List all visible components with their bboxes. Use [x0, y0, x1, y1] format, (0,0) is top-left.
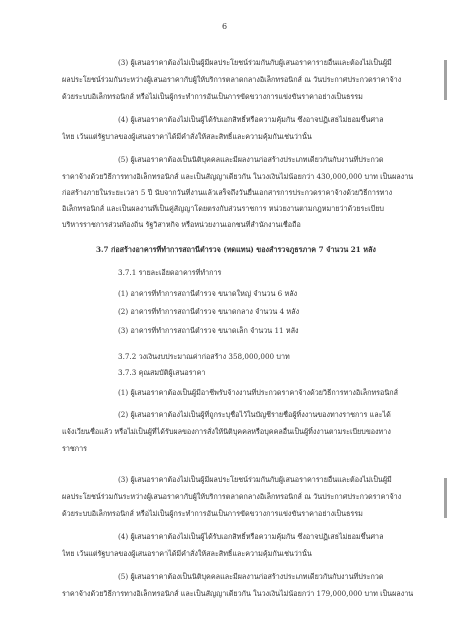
body-line: ไทย เว้นแต่รัฐบาลของผู้เสนอราคาได้มีคำสั่งให้สละสิทธิ์และความคุ้มกันเช่นว่านั้น — [62, 549, 312, 558]
list-item: (2) อาคารที่ทำการสถานีตำรวจ ขนาดกลาง จำนวน 4 หลัง — [118, 307, 300, 316]
list-item: (1) อาคารที่ทำการสถานีตำรวจ ขนาดใหญ่ จำนวน 6 หลัง — [118, 289, 298, 298]
body-line: ราคาจ้างด้วยวิธีการทางอิเล็กทรอนิกส์ และเป็นสัญญาเดียวกัน ในวงเงินไม่น้อยกว่า 430,000,000 บาท เป็นผลงาน — [62, 172, 414, 181]
body-line: ด้วยระบบอิเล็กทรอนิกส์ หรือไม่เป็นผู้กระทำการอันเป็นการขัดขวางการแข่งขันราคาอย่างเป็นธรรม — [62, 92, 363, 101]
list-item: (3) อาคารที่ทำการสถานีตำรวจ ขนาดเล็ก จำนวน 11 หลัง — [118, 326, 299, 335]
body-line: ราคาจ้างด้วยวิธีการทางอิเล็กทรอนิกส์ และเป็นสัญญาเดียวกัน ในวงเงินไม่น้อยกว่า 179,000,000 บาท เป็นผลงาน — [62, 589, 414, 598]
body-line: ผลประโยชน์ร่วมกันระหว่างผู้เสนอราคากับผู้ให้บริการตลาดกลางอิเล็กทรอนิกส์ ณ วันประกาศประกวดราคาจ้าง — [62, 492, 402, 501]
body-line: (4) ผู้เสนอราคาต้องไม่เป็นผู้ได้รับเอกสิทธิ์หรือความคุ้มกัน ซึ่งอาจปฏิเสธไม่ยอมขึ้นศาล — [118, 532, 384, 541]
scan-edge-mark — [444, 60, 447, 100]
body-line: บริหารราชการส่วนท้องถิ่น รัฐวิสาหกิจ หรือหน่วยงานเอกชนที่สำนักงานเชื่อถือ — [62, 220, 301, 229]
body-line: (4) ผู้เสนอราคาต้องไม่เป็นผู้ได้รับเอกสิทธิ์หรือความคุ้มกัน ซึ่งอาจปฏิเสธไม่ยอมขึ้นศาล — [118, 115, 384, 124]
body-line: (5) ผู้เสนอราคาต้องเป็นนิติบุคคลและมีผลงานก่อสร้างประเภทเดียวกันกับงานที่ประกวด — [118, 155, 384, 164]
body-line: ด้วยระบบอิเล็กทรอนิกส์ หรือไม่เป็นผู้กระทำการอันเป็นการขัดขวางการแข่งขันราคาอย่างเป็นธรรม — [62, 509, 363, 518]
body-line: (3) ผู้เสนอราคาต้องไม่เป็นผู้มีผลประโยชน์ร่วมกันกับผู้เสนอราคารายอื่นและต้องไม่เป็นผู้มี — [118, 475, 392, 484]
subsection-heading: 3.7.3 คุณสมบัติผู้เสนอราคา — [118, 368, 206, 377]
scan-edge-mark — [444, 478, 447, 518]
body-line: ไทย เว้นแต่รัฐบาลของผู้เสนอราคาได้มีคำสั่งให้สละสิทธิ์และความคุ้มกันเช่นว่านั้น — [62, 132, 312, 141]
body-line: (2) ผู้เสนอราคาต้องไม่เป็นผู้ที่ถูกระบุชื่อไว้ในบัญชีรายชื่อผู้ทิ้งงานของทางราชการ และได้ — [118, 410, 391, 419]
section-heading: 3.7 ก่อสร้างอาคารที่ทำการสถานีตำรวจ (ทดแทน) ของสำรวจภูธรภาค 7 จำนวน 21 หลัง — [96, 245, 376, 254]
body-line: อิเล็กทรอนิกส์ และเป็นผลงานที่เป็นคู่สัญญาโดยตรงกับส่วนราชการ หน่วยงานตามกฎหมายว่าด้วยระเบียบ — [62, 204, 384, 213]
body-line: (3) ผู้เสนอราคาต้องไม่เป็นผู้มีผลประโยชน์ร่วมกันกับผู้เสนอราคารายอื่นและต้องไม่เป็นผู้มี — [118, 58, 392, 67]
body-line: (5) ผู้เสนอราคาต้องเป็นนิติบุคคลและมีผลงานก่อสร้างประเภทเดียวกันกับงานที่ประกวด — [118, 572, 384, 581]
page-number: 6 — [222, 22, 228, 31]
subsection-heading: 3.7.1 รายละเอียดอาคารที่ทำการ — [118, 268, 222, 277]
body-line: ราชการ — [62, 444, 88, 453]
body-line: แจ้งเวียนชื่อแล้ว หรือไม่เป็นผู้ที่ได้รับผลของการสั่งให้นิติบุคคลหรือบุคคลอื่นเป็นผู้ทิ้งงานตามระเบียบของทาง — [62, 427, 391, 436]
subsection-heading: 3.7.2 วงเงินงบประมาณค่าก่อสร้าง 358,000,000 บาท — [118, 352, 290, 361]
body-line: (1) ผู้เสนอราคาต้องเป็นผู้มีอาชีพรับจ้างงานที่ประกวดราคาจ้างด้วยวิธีการทางอิเล็กทรอนิกส์ — [118, 388, 399, 397]
body-line: ก่อสร้างภายในระยะเวลา 5 ปี นับจากวันที่งานแล้วเสร็จถึงวันยื่นเอกสารการประกวดราคาจ้างด้วยวิธีการทาง — [62, 188, 393, 197]
body-line: ผลประโยชน์ร่วมกันระหว่างผู้เสนอราคากับผู้ให้บริการตลาดกลางอิเล็กทรอนิกส์ ณ วันประกาศประกวดราคาจ้าง — [62, 75, 402, 84]
